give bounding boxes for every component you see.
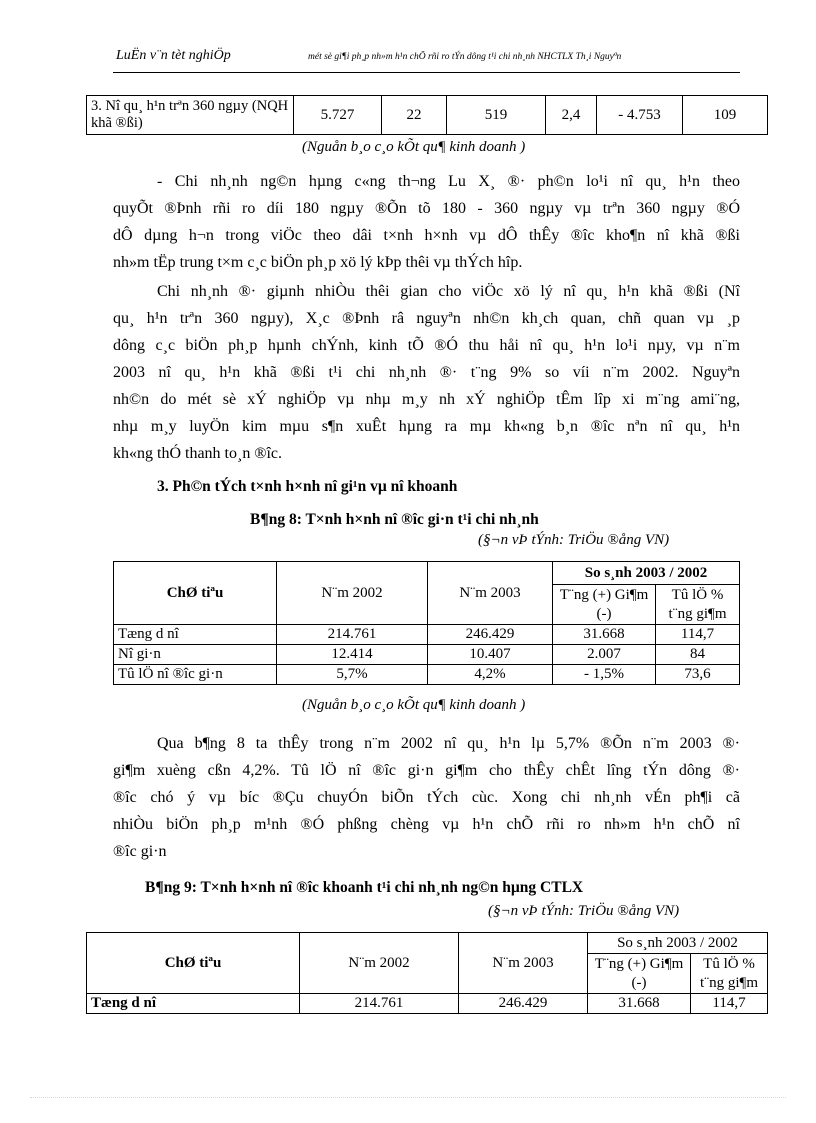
table-cell: 5,7%	[277, 665, 428, 685]
table-cell: 114,7	[691, 994, 768, 1014]
text-line: qu¸ h¹n trªn 360 ngµy), X¸c ®Þnh râ nguyªn nh©n kh¸ch quan, chñ quan vµ ¸p	[113, 310, 740, 327]
table-cell: 22	[382, 96, 447, 135]
text-line: gi¶m xuèng cßn 4,2%. Tû lÖ nî ®îc gi·n gi¶m cho thÊy chÊt lîng tÝn dông ®·	[113, 762, 740, 779]
header-rule	[113, 72, 740, 73]
source-note: (Nguån b¸o c¸o kÕt qu¶ kinh doanh )	[302, 697, 526, 713]
header-thesis-label: LuËn v¨n tèt nghiÖp	[116, 48, 231, 63]
header-criteria: ChØ tiªu	[114, 562, 277, 625]
header-percent: Tû lÖ % t¨ng gi¶m	[691, 954, 768, 994]
table-cell: 246.429	[459, 994, 588, 1014]
table-cell: 246.429	[428, 625, 553, 645]
paragraph-3	[113, 730, 740, 865]
table-cell: Tæng d nî	[114, 625, 277, 645]
header-2002: N¨m 2002	[300, 933, 459, 994]
table-header-row	[114, 562, 740, 585]
text-line: dÔ dµng h¬n trong viÖc theo dâi t×nh h×nh vµ dÔ thÊy ®îc kho¶n nî khã ®ßi	[113, 227, 740, 244]
table-cell: 4,2%	[428, 665, 553, 685]
header-2003: N¨m 2003	[428, 562, 553, 625]
header-2002: N¨m 2002	[277, 562, 428, 625]
table-cell: 214.761	[277, 625, 428, 645]
table-row	[87, 96, 768, 135]
table8-title: B¶ng 8: T×nh h×nh nî ®îc gi·n t¹i chi nh¸nh	[250, 511, 539, 528]
table-cell: 31.668	[588, 994, 691, 1014]
page-footer-rule	[30, 1097, 786, 1098]
text-line: nhµ m¸y luyÖn kim mµu s¶n xuÊt hµng ra mµ kh«ng b¸n ®îc nªn nî qu¸ h¹n	[113, 418, 740, 435]
text-line: Chi nh¸nh ®· giµnh nhiÒu thêi gian cho viÖc xö lý nî qu¸ h¹n khã ®ßi (Nî	[157, 283, 740, 300]
text-line: Qua b¶ng 8 ta thÊy trong n¨m 2002 nî qu¸ h¹n lµ 5,7% ®Õn n¨m 2003 ®·	[157, 735, 740, 752]
table-cell: 12.414	[277, 645, 428, 665]
table-cell: 31.668	[553, 625, 656, 645]
text-line: ®îc chó ý vµ bíc ®Çu chuyÓn biÕn tÝch cùc. Xong chi nh¸nh vÉn ph¶i cã	[113, 789, 740, 806]
table-cell: 10.407	[428, 645, 553, 665]
table-cell: 2.007	[553, 645, 656, 665]
header-criteria: ChØ tiªu	[87, 933, 300, 994]
table-cell: 2,4	[546, 96, 597, 135]
table-cell: - 4.753	[597, 96, 683, 135]
table-cell: Nî gi·n	[114, 645, 277, 665]
table9-title: B¶ng 9: T×nh h×nh nî ®îc khoanh t¹i chi nh¸nh ng©n hµng CTLX	[145, 879, 584, 896]
text-line: dông c¸c biÖn ph¸p hµnh chÝnh, kinh tÕ ®Ó thu håi nî qu¸ h¹n lo¹i nµy, vµ n¨m	[113, 337, 740, 354]
header-percent: Tû lÖ % t¨ng gi¶m	[656, 585, 740, 625]
text-line: kh«ng thÓ thanh to¸n ®îc.	[113, 445, 283, 462]
table8-unit: (§¬n vÞ tÝnh: TriÖu ®ång VN)	[478, 532, 670, 548]
table-cell: 214.761	[300, 994, 459, 1014]
table-cell: 109	[683, 96, 768, 135]
table-cell: 519	[447, 96, 546, 135]
table-row	[114, 625, 740, 645]
text-line: nhiÒu biÖn ph¸p m¹nh ®Ó phßng chèng vµ h¹n chÕ rñi ro nh»m h¹n chÕ nî	[113, 816, 740, 833]
header-compare: So s¸nh 2003 / 2002	[588, 933, 768, 954]
table-cell: 84	[656, 645, 740, 665]
header-thesis-title: mét sè gi¶i ph¸p nh»m h¹n chÕ rñi ro tÝn dông t¹i chi nh¸nh NHCTLX Th¸i Nguyªn	[308, 52, 622, 62]
table-cell: 3. Nî qu¸ h¹n trªn 360 ngµy (NQH khã ®ßi)	[87, 96, 294, 135]
table-row	[114, 645, 740, 665]
table-row	[114, 665, 740, 685]
header-2003: N¨m 2003	[459, 933, 588, 994]
table-cell: Tæng d nî	[87, 994, 300, 1014]
text-line: nh©n do mét sè xÝ nghiÖp vµ nhµ m¸y nh xÝ nghiÖp tÊm lîp xi m¨ng ami¨ng,	[113, 391, 740, 408]
header-increase: T¨ng (+) Gi¶m (-)	[588, 954, 691, 994]
table-cell: Tû lÖ nî ®îc gi·n	[114, 665, 277, 685]
table9-unit: (§¬n vÞ tÝnh: TriÖu ®ång VN)	[488, 903, 680, 919]
text-line: 2003 nî qu¸ h¹n khã ®ßi t¹i chi nh¸nh ®· t¨ng 9% so víi n¨m 2002. Nguyªn	[113, 364, 740, 381]
table-continuation	[86, 95, 768, 135]
table-header-row	[87, 933, 768, 954]
table-row	[87, 994, 768, 1014]
paragraph-2	[113, 278, 740, 467]
source-note: (Nguån b¸o c¸o kÕt qu¶ kinh doanh )	[302, 139, 526, 155]
table-9	[86, 932, 768, 1014]
text-line: - Chi nh¸nh ng©n hµng c«ng th¬ng Lu X¸ ®· ph©n lo¹i nî qu¸ h¹n theo	[157, 173, 740, 190]
header-increase: T¨ng (+) Gi¶m (-)	[553, 585, 656, 625]
table-cell: 114,7	[656, 625, 740, 645]
table-cell: 73,6	[656, 665, 740, 685]
text-line: quyÕt ®Þnh rñi ro díi 180 ngµy ®Õn tõ 180 - 360 ngµy vµ trªn 360 ngµy ®Ó	[113, 200, 740, 217]
text-line: ®îc gi·n	[113, 843, 167, 860]
table-8	[113, 561, 740, 685]
header-compare: So s¸nh 2003 / 2002	[553, 562, 740, 585]
table-cell: 5.727	[294, 96, 382, 135]
text-line: nh»m tËp trung t×m c¸c biÖn ph¸p xö lý kÞp thêi vµ thÝch hîp.	[113, 254, 523, 271]
table-cell: - 1,5%	[553, 665, 656, 685]
section-heading: 3. Ph©n tÝch t×nh h×nh nî gi¹n vµ nî khoanh	[157, 478, 458, 495]
paragraph-1	[113, 168, 740, 276]
